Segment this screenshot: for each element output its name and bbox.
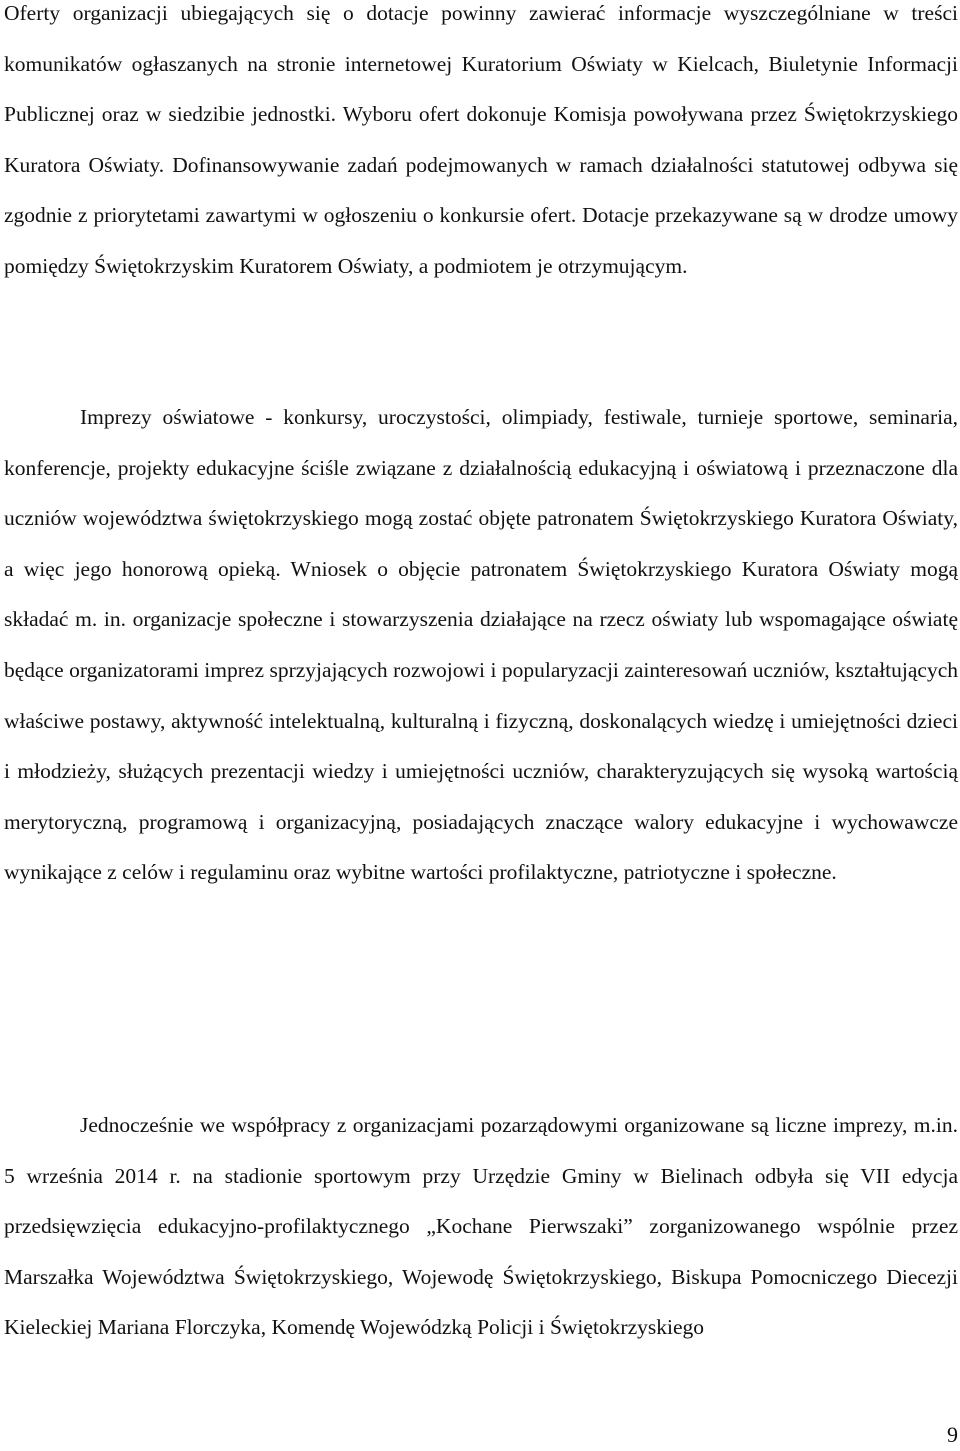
paragraph-grant-offers: Oferty organizacji ubiegających się o dotacje powinny zawierać informacje wyszczególniane w treści komunikatów ogłaszanych na stronie internetowej Kuratorium Oświaty w Kielcach, Biuletynie Informacji Publicznej oraz w siedzibie jednostki. Wyboru ofert dokonuje Komisja powoływana przez Świętokrzyskiego Kuratora Oświaty. Dofinansowywanie zadań podejmowanych w ramach działalności statutowej odbywa się zgodnie z priorytetami zawartymi w ogłoszeniu o konkursie ofert. Dotacje przekazywane są w drodze umowy pomiędzy Świętokrzyskim Kuratorem Oświaty, a podmiotem je otrzymującym.	[4, 1, 958, 278]
paragraph-cooperation-ngo: Jednocześnie we współpracy z organizacjami pozarządowymi organizowane są liczne imprezy, m.in. 5 września 2014 r. na stadionie sportowym przy Urzędzie Gminy w Bielinach odbyła się VII edycja przedsięwzięcia edukacyjno-profilaktycznego „Kochane Pierwszaki” zorganizowanego wspólnie przez Marszałka Województwa Świętokrzyskiego, Wojewodę Świętokrzyskiego, Biskupa Pomocniczego Diecezji Kieleckiej Mariana Florczyka, Komendę Wojewódzką Policji i Świętokrzyskiego	[4, 1113, 958, 1340]
paragraph-educational-events: Imprezy oświatowe - konkursy, uroczystości, olimpiady, festiwale, turnieje sportowe, seminaria, konferencje, projekty edukacyjne ściśle związane z działalnością edukacyjną i oświatową i przeznaczone dla uczniów województwa świętokrzyskiego mogą zostać objęte patronatem Świętokrzyskiego Kuratora Oświaty, a więc jego honorową opieką. Wniosek o objęcie patronatem Świętokrzyskiego Kuratora Oświaty mogą składać m. in. organizacje społeczne i stowarzyszenia działające na rzecz oświaty lub wspomagające oświatę będące organizatorami imprez sprzyjających rozwojowi i popularyzacji zainteresowań uczniów, kształtujących właściwe postawy, aktywność intelektualną, kulturalną i fizyczną, doskonalących wiedzę i umiejętności dzieci i młodzieży, służących prezentacji wiedzy i umiejętności uczniów, charakteryzujących się wysoką wartością merytoryczną, programową i organizacyjną, posiadających znaczące walory edukacyjne i wychowawcze wynikające z celów i regulaminu oraz wybitne wartości profilaktyczne, patriotyczne i społeczne.	[4, 405, 958, 885]
page-number: 9	[947, 1422, 958, 1447]
